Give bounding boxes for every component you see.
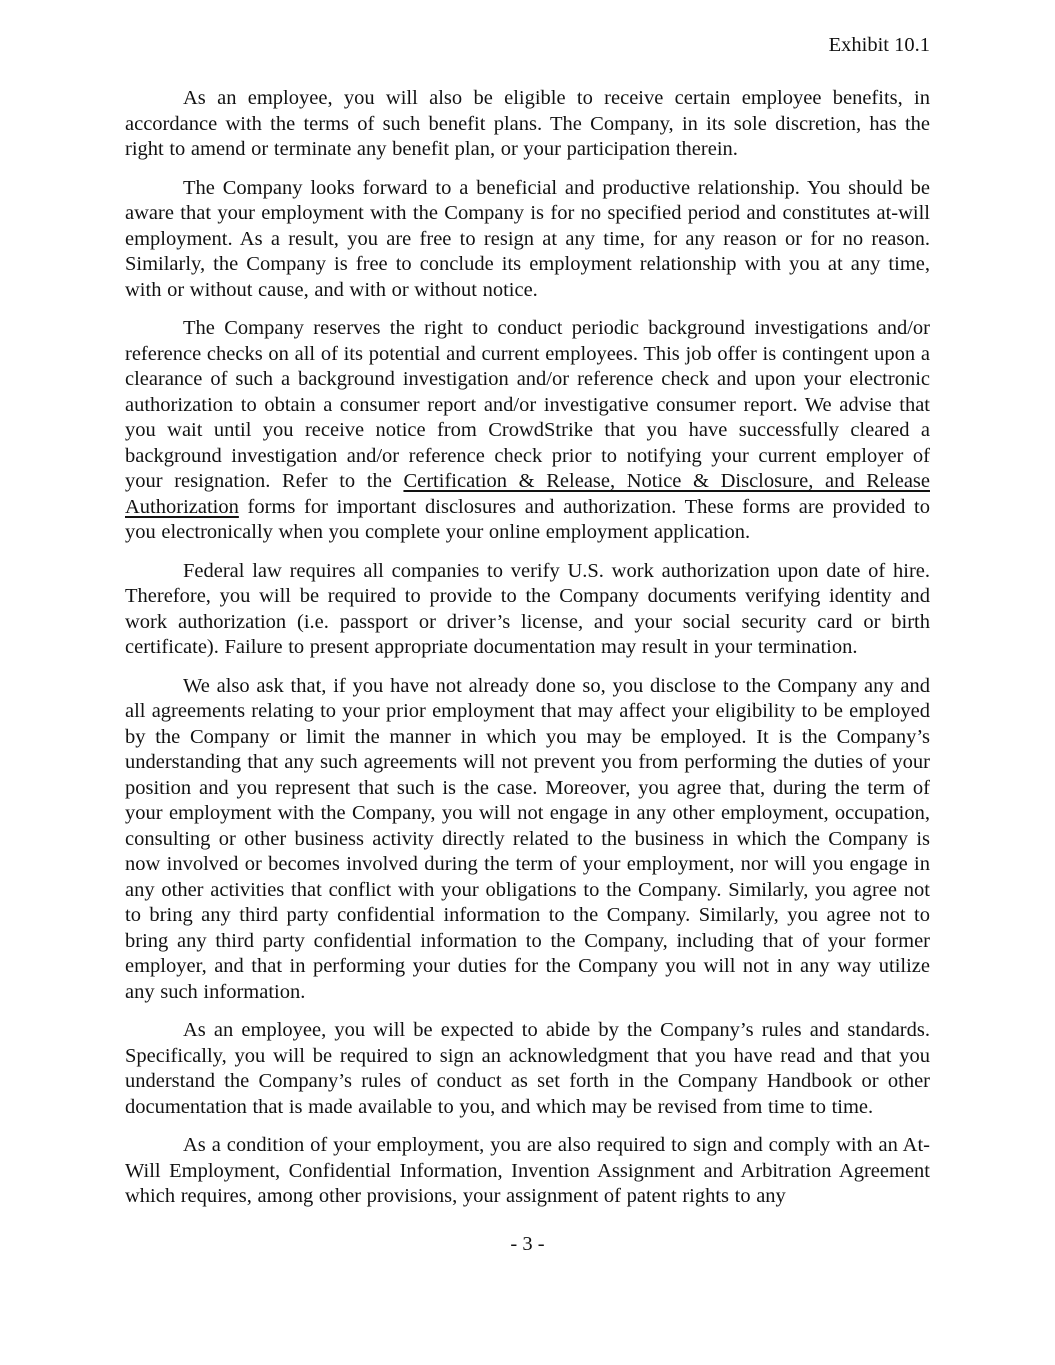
page-number: - 3 - bbox=[510, 1232, 545, 1255]
paragraph-rules-and-standards: As an employee, you will be expected to abide by the Company’s rules and standards. Specifically, you will be required to sign an acknowledgment that you have read and that you understand the Company’s rules of conduct as set forth in the Company Handbook or other documentation that is made available to you, and which may be revised from time to time. bbox=[125, 1019, 930, 1118]
paragraph-at-will-employment: The Company looks forward to a beneficial and productive relationship. You should be aware that your employment with the Company is for no specified period and constitutes at-will employment. As a result, you are free to resign at any time, for any reason or for no reason. Similarly, the Company is free to conclude its employment relationship with you at any time, with or without cause, and with or without notice. bbox=[125, 176, 930, 301]
paragraph-arbitration-agreement: As a condition of your employment, you are also required to sign and comply with an At-Will Employment, Confidential Information, Invention Assignment and Arbitration Agreement which requires, among other provisions, your assignment of patent rights to any bbox=[125, 1134, 930, 1207]
paragraph-prior-agreements: We also ask that, if you have not already done so, you disclose to the Company any and all agreements relating to your prior employment that may affect your eligibility to be employed by the Company or limit the manner in which you may be employed. It is the Company’s understanding that any such agreements will not prevent you from performing the duties of your position and you represent that such is the case. Moreover, you agree that, during the term of your employment with the Company, you will not engage in any other employment, occupation, consulting or other business activity directly related to the business in which the Company is now involved or becomes involved during the term of your employment, nor will you engage in any other activities that conflict with your obligations to the Company. Similarly, you agree not to bring any third party confidential information to the Company. Similarly, you agree not to bring any third party confidential information to the Company, including that of your former employer, and that in performing your duties for the Company you will not in any way utilize any such information. bbox=[125, 674, 930, 1003]
paragraph-work-authorization: Federal law requires all companies to verify U.S. work authorization upon date of hire. Therefore, you will be required to provide to the Company documents verifying identity and work authorization (i.e. passport or driver’s license, and your social security card or birth certificate). Failure to present appropriate documentation may result in your termination. bbox=[125, 559, 930, 658]
paragraph-employee-benefits: As an employee, you will also be eligible to receive certain employee benefits, in accordance with the terms of such benefit plans. The Company, in its sole discretion, has the right to amend or terminate any benefit plan, or your participation therein. bbox=[125, 87, 930, 160]
document-body bbox=[125, 86, 930, 1210]
certification-release-forms-reference: Certification & Release, Notice & Disclosure, and Release Authorization bbox=[125, 470, 930, 518]
paragraph-background-investigation bbox=[125, 316, 930, 546]
background-paragraph-text-pre: The Company reserves the right to conduct periodic background investigations and/or reference checks on all of its potential and current employees. This job offer is contingent upon a clearance of such a background investigation and/or reference check and upon your electronic authorization to obtain a consumer report and/or investigative consumer report. We advise that you wait until you receive notice from CrowdStrike that you have successfully cleared a background investigation and/or reference check prior to notifying your current employer of your resignation. Refer to the bbox=[125, 317, 930, 492]
background-paragraph-text-post: forms for important disclosures and authorization. These forms are provided to you electronically when you complete your online employment application. bbox=[125, 495, 930, 543]
exhibit-label: Exhibit 10.1 bbox=[828, 34, 930, 56]
